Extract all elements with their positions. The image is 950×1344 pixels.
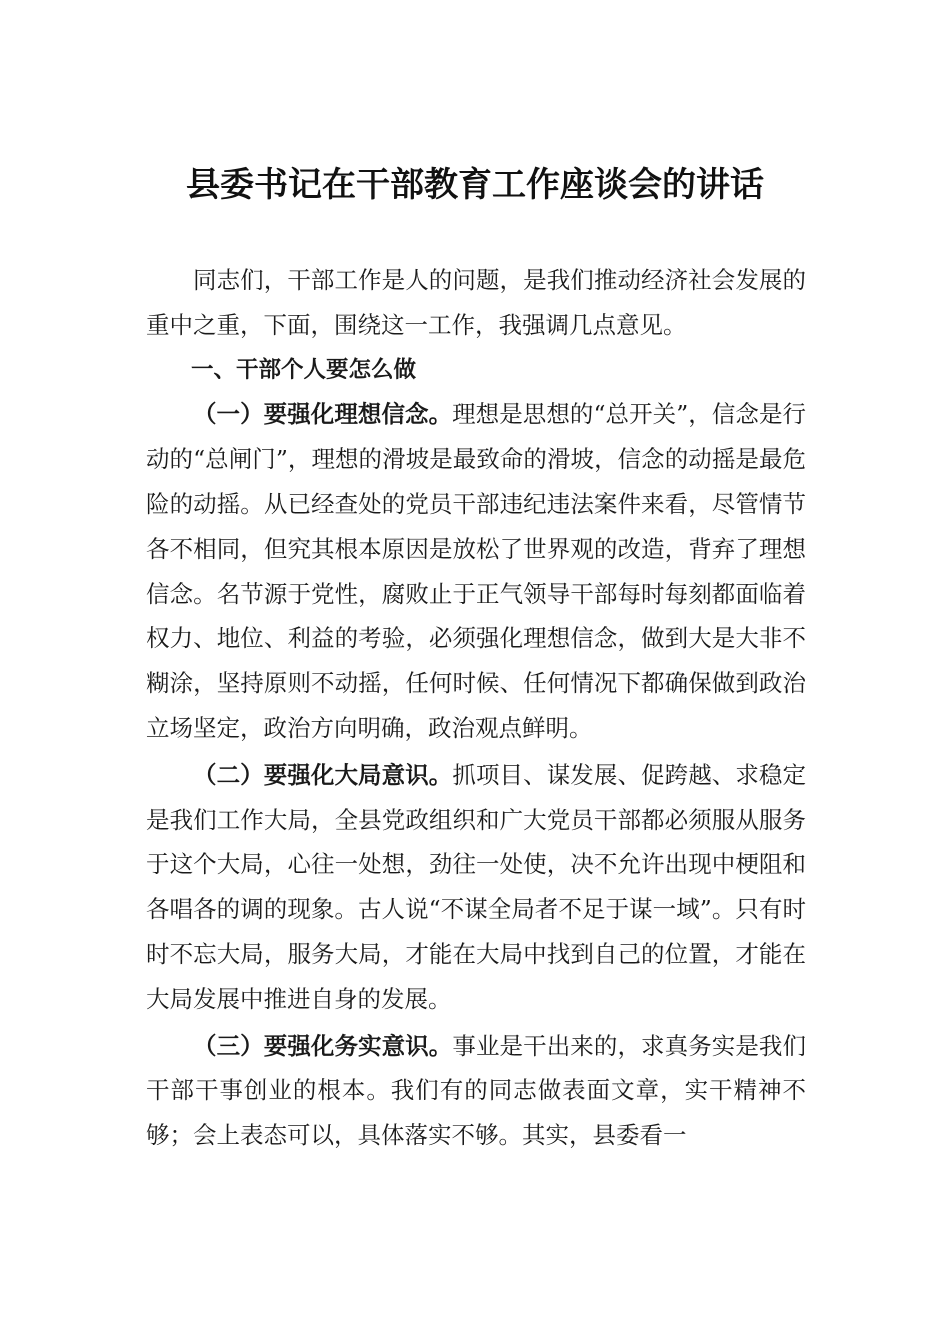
- item-paragraph-1: [146, 392, 806, 750]
- item-text-3: 事业是干出来的，求真务实是我们干部干事创业的根本。我们有的同志做表面文章，实干精神不够；会上表态可以，具体落实不够。其实，县委看一: [146, 1031, 807, 1150]
- item-paragraph-2: [146, 753, 806, 1022]
- item-text-1: 理想是思想的“总开关”，信念是行动的“总闸门”，理想的滑坡是最致命的滑坡，信念的动摇是最危险的动摇。从已经查处的党员干部违纪违法案件来看，尽管情节各不相同，但究其根本原因是放松了世界观的改造，背弃了理想信念。名节源于党性，腐败止于正气领导干部每时每刻都面临着权力、地位、利益的考验，必须强化理想信念，做到大是大非不糊涂，坚持原则不动摇，任何时候、任何情况下都确保做到政治立场坚定，政治方向明确，政治观点鲜明。: [146, 400, 806, 742]
- item-paragraph-3: [146, 1024, 806, 1158]
- item-text-2: 抓项目、谋发展、促跨越、求稳定是我们工作大局，全县党政组织和广大党员干部都必须服从服务于这个大局，心往一处想，劲往一处使，决不允许出现中梗阻和各唱各的调的现象。古人说“不谋全局者不足于谋一域”。只有时时不忘大局，服务大局，才能在大局中找到自己的位置，才能在大局发展中推进自身的发展。: [146, 760, 807, 1013]
- section-heading: 一、干部个人要怎么做: [191, 356, 417, 383]
- document-title: 县委书记在干部教育工作座谈会的讲话: [186, 165, 764, 205]
- item-lead-2: （二）要强化大局意识。: [193, 760, 453, 789]
- document-body: [146, 258, 806, 1158]
- item-lead-3: （三）要强化务实意识。: [193, 1031, 453, 1060]
- intro-paragraph: 同志们，干部工作是人的问题，是我们推动经济社会发展的重中之重，下面，围绕这一工作，我强调几点意见。: [146, 266, 806, 339]
- item-lead-1: （一）要强化理想信念。: [193, 400, 453, 429]
